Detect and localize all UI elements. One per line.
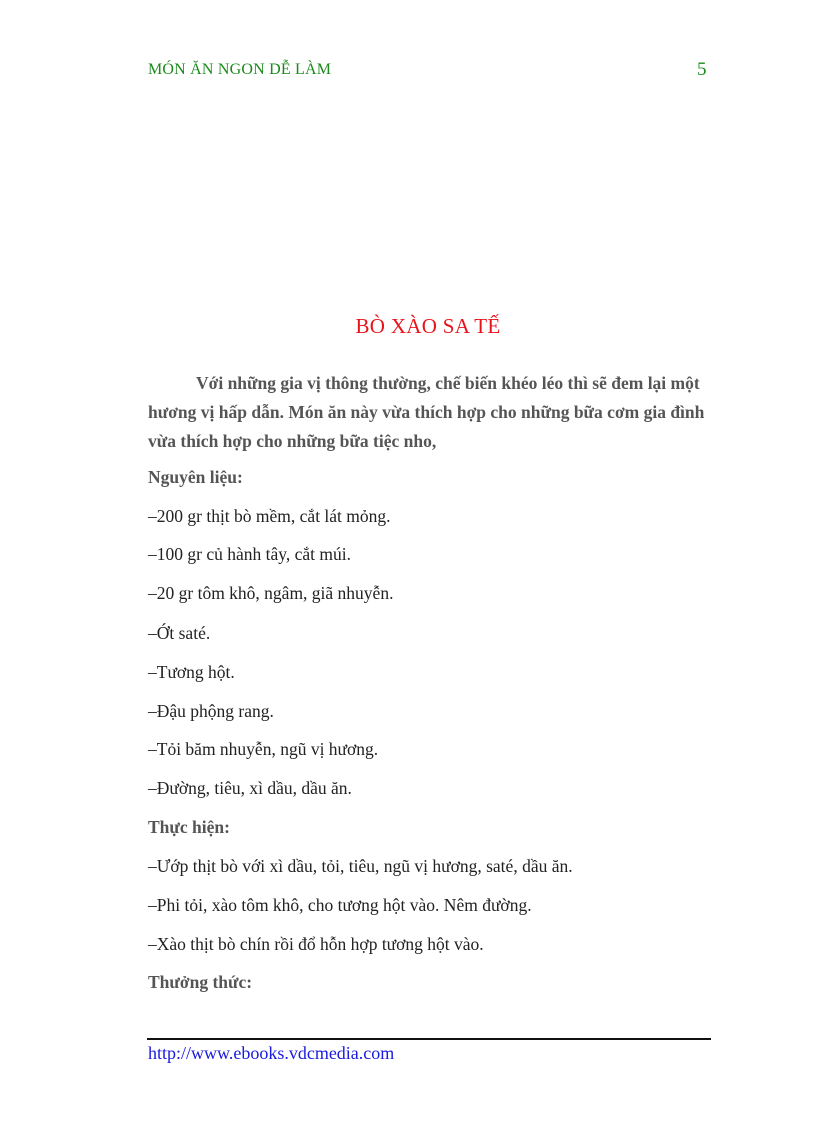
footer-website-link[interactable]: http://www.ebooks.vdcmedia.com (148, 1043, 395, 1063)
serving-heading: Thưởng thức: (148, 972, 253, 992)
recipe-intro: Với những gia vị thông thường, chế biến khéo léo thì sẽ đem lại một hương vị hấp dẫn. Món ăn này vừa thích hợp cho những bữa cơm gia đình vừa thích hợp cho những bữa tiệc nho, (148, 373, 705, 451)
ingredient-item: –Đậu phộng rang. (148, 701, 274, 721)
footer-divider (147, 1038, 711, 1040)
step-item: –Xào thịt bò chín rồi đổ hỗn hợp tương hột vào. (148, 934, 484, 954)
ingredient-item: –100 gr củ hành tây, cắt múi. (148, 544, 351, 564)
ingredient-item: –Đường, tiêu, xì dầu, dầu ăn. (148, 778, 352, 798)
ingredient-item: –20 gr tôm khô, ngâm, giã nhuyễn. (148, 583, 394, 603)
page-number: 5 (697, 59, 707, 80)
steps-heading: Thực hiện: (148, 817, 230, 837)
book-title: MÓN ĂN NGON DỄ LÀM (148, 61, 332, 78)
ingredients-heading: Nguyên liệu: (148, 467, 243, 487)
ingredient-item: –200 gr thịt bò mềm, cắt lát mỏng. (148, 506, 391, 526)
ingredient-item: –Tương hột. (148, 662, 235, 682)
step-item: –Phi tỏi, xào tôm khô, cho tương hột vào. Nêm đường. (148, 895, 532, 915)
recipe-title: BÒ XÀO SA TẾ (355, 314, 501, 338)
step-item: –Ướp thịt bò với xì dầu, tỏi, tiêu, ngũ vị hương, saté, dầu ăn. (148, 856, 573, 876)
ingredient-item: –Ớt saté. (148, 623, 211, 643)
ingredient-item: –Tỏi băm nhuyễn, ngũ vị hương. (148, 739, 379, 759)
